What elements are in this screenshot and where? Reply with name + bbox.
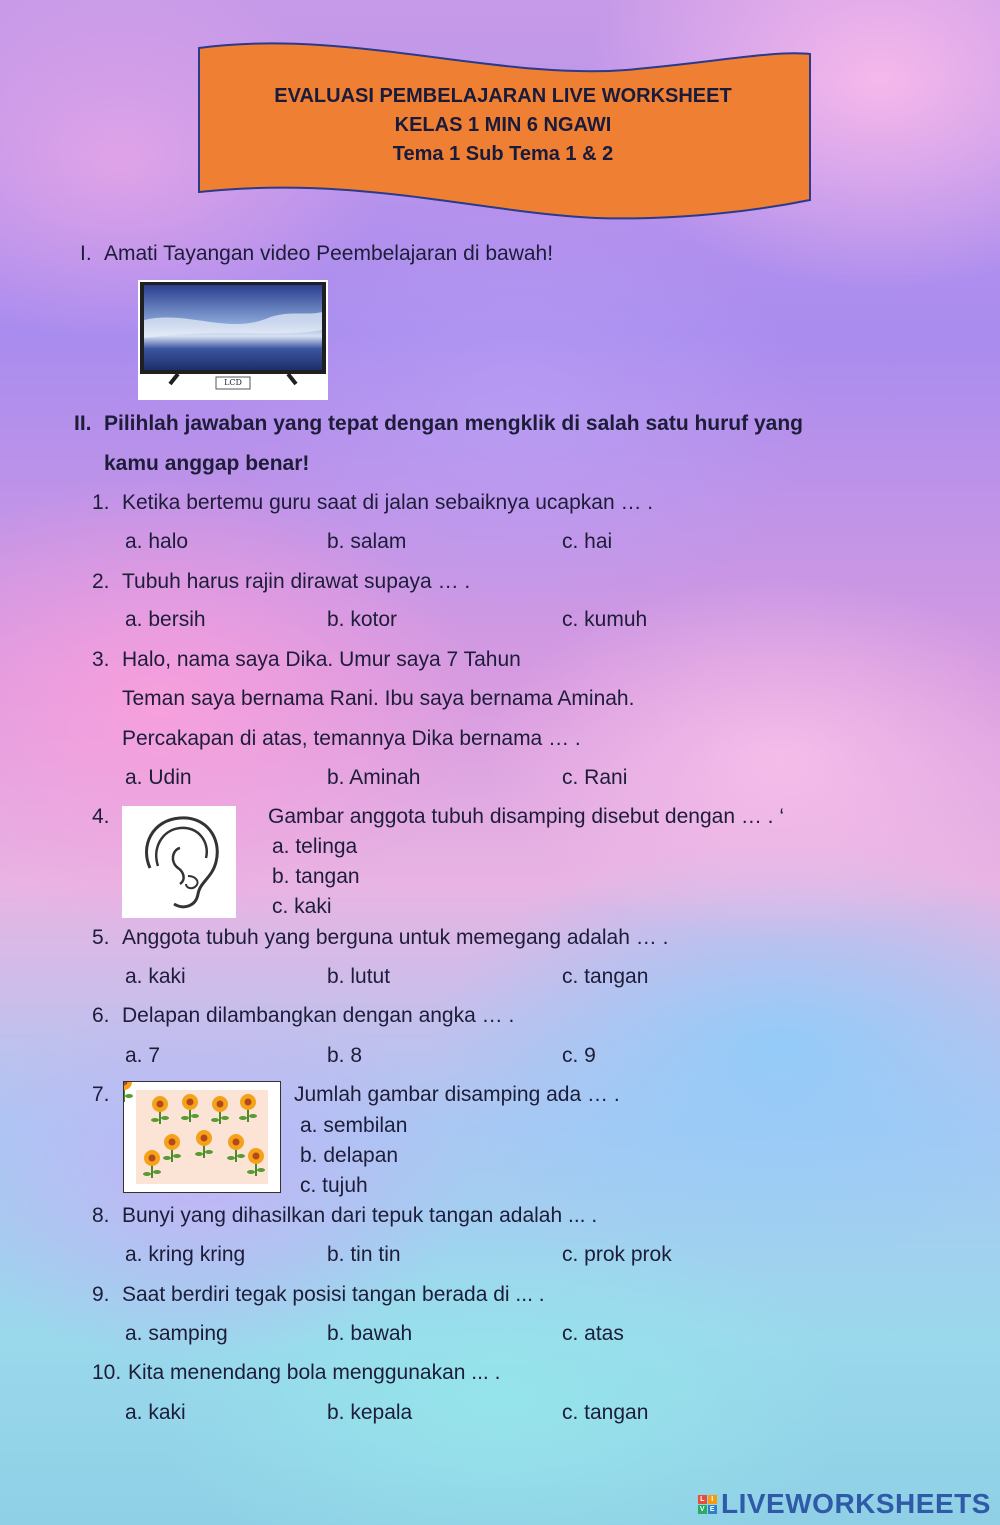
question-3-option-a[interactable]: a. Udin (125, 766, 192, 789)
flower-icon (124, 1082, 133, 1102)
question-1-number: 1. (92, 491, 110, 514)
question-6-option-b[interactable]: b. 8 (327, 1044, 363, 1067)
question-10-option-b[interactable]: b. kepala (327, 1401, 413, 1424)
question-2-option-b[interactable]: b. kotor (327, 608, 398, 631)
question-5-number: 5. (92, 926, 110, 949)
question-9-text: Saat berdiri tegak posisi tangan berada di ... . (122, 1283, 545, 1306)
question-10-option-a[interactable]: a. kaki (125, 1401, 186, 1424)
question-8-option-c[interactable]: c. prok prok (562, 1243, 672, 1266)
liveworksheets-logo-icon: L I V E (699, 1495, 716, 1513)
question-2-number: 2. (92, 570, 110, 593)
section-2-instruction-line2: kamu anggap benar! (104, 452, 310, 475)
question-9-option-c[interactable]: c. atas (562, 1322, 624, 1345)
question-3-line-2: Teman saya bernama Rani. Ibu saya bernama Aminah. (122, 687, 635, 710)
ear-icon (122, 806, 236, 918)
question-6-number: 6. (92, 1004, 110, 1027)
question-1-text: Ketika bertemu guru saat di jalan sebaiknya ucapkan … . (122, 491, 654, 514)
video-player[interactable] (138, 280, 328, 400)
question-9-option-a[interactable]: a. samping (125, 1322, 228, 1345)
question-3-line-1: Halo, nama saya Dika. Umur saya 7 Tahun (122, 648, 521, 671)
question-6-option-a[interactable]: a. 7 (125, 1044, 161, 1067)
question-7-option-c[interactable]: c. tujuh (300, 1174, 368, 1197)
question-9-number: 9. (92, 1283, 110, 1306)
question-1-option-a[interactable]: a. halo (125, 530, 189, 553)
question-7-option-a[interactable]: a. sembilan (300, 1114, 408, 1137)
flowers-image (123, 1081, 281, 1193)
ear-image (122, 806, 236, 918)
question-3-option-c[interactable]: c. Rani (562, 766, 628, 789)
question-2-text: Tubuh harus rajin dirawat supaya … . (122, 570, 471, 593)
liveworksheets-brand[interactable] (698, 1488, 991, 1520)
question-5-option-a[interactable]: a. kaki (125, 965, 186, 988)
tv-label: LCD (224, 378, 242, 387)
question-4-option-c[interactable]: c. kaki (272, 895, 332, 918)
question-3-option-b[interactable]: b. Aminah (327, 766, 421, 789)
question-6-option-c[interactable]: c. 9 (562, 1044, 596, 1067)
question-8-number: 8. (92, 1204, 110, 1227)
question-7-number: 7. (92, 1083, 110, 1106)
question-5-text: Anggota tubuh yang berguna untuk memegang adalah … . (122, 926, 669, 949)
section-2-instruction-line1: Pilihlah jawaban yang tepat dengan mengklik di salah satu huruf yang (104, 412, 803, 435)
question-8-option-b[interactable]: b. tin tin (327, 1243, 401, 1266)
question-6-text: Delapan dilambangkan dengan angka … . (122, 1004, 515, 1027)
question-8-option-a[interactable]: a. kring kring (125, 1243, 246, 1266)
question-3-number: 3. (92, 648, 110, 671)
question-1-option-c[interactable]: c. hai (562, 530, 613, 553)
question-4-option-b[interactable]: b. tangan (272, 865, 360, 888)
section-1-numeral: I. (80, 242, 92, 265)
question-8-text: Bunyi yang dihasilkan dari tepuk tangan adalah ... . (122, 1204, 598, 1227)
question-4-text: Gambar anggota tubuh disamping disebut dengan … . ‘ (268, 805, 785, 828)
question-10-number: 10. (92, 1361, 122, 1384)
banner-title: EVALUASI PEMBELAJARAN LIVE WORKSHEET (274, 85, 732, 107)
question-2-option-a[interactable]: a. bersih (125, 608, 206, 631)
question-5-option-b[interactable]: b. lutut (327, 965, 391, 988)
question-1-option-b[interactable]: b. salam (327, 530, 407, 553)
question-4-option-a[interactable]: a. telinga (272, 835, 358, 858)
liveworksheets-text: LIVEWORKSHEETS (721, 1488, 991, 1519)
question-5-option-c[interactable]: c. tangan (562, 965, 649, 988)
question-7-text: Jumlah gambar disamping ada … . (294, 1083, 620, 1106)
question-4-number: 4. (92, 805, 110, 828)
question-9-option-b[interactable]: b. bawah (327, 1322, 413, 1345)
section-2-numeral: II. (74, 412, 92, 435)
question-10-text: Kita menendang bola menggunakan ... . (128, 1361, 501, 1384)
question-7-option-b[interactable]: b. delapan (300, 1144, 399, 1167)
question-3-line-3: Percakapan di atas, temannya Dika bernama … . (122, 727, 581, 750)
question-2-option-c[interactable]: c. kumuh (562, 608, 648, 631)
section-1-instruction: Amati Tayangan video Peembelajaran di bawah! (104, 242, 554, 265)
title-banner (196, 40, 816, 220)
question-10-option-c[interactable]: c. tangan (562, 1401, 649, 1424)
banner-class: KELAS 1 MIN 6 NGAWI (394, 114, 612, 136)
flowers-icon (124, 1082, 280, 1192)
banner-theme: Tema 1 Sub Tema 1 & 2 (392, 143, 614, 165)
